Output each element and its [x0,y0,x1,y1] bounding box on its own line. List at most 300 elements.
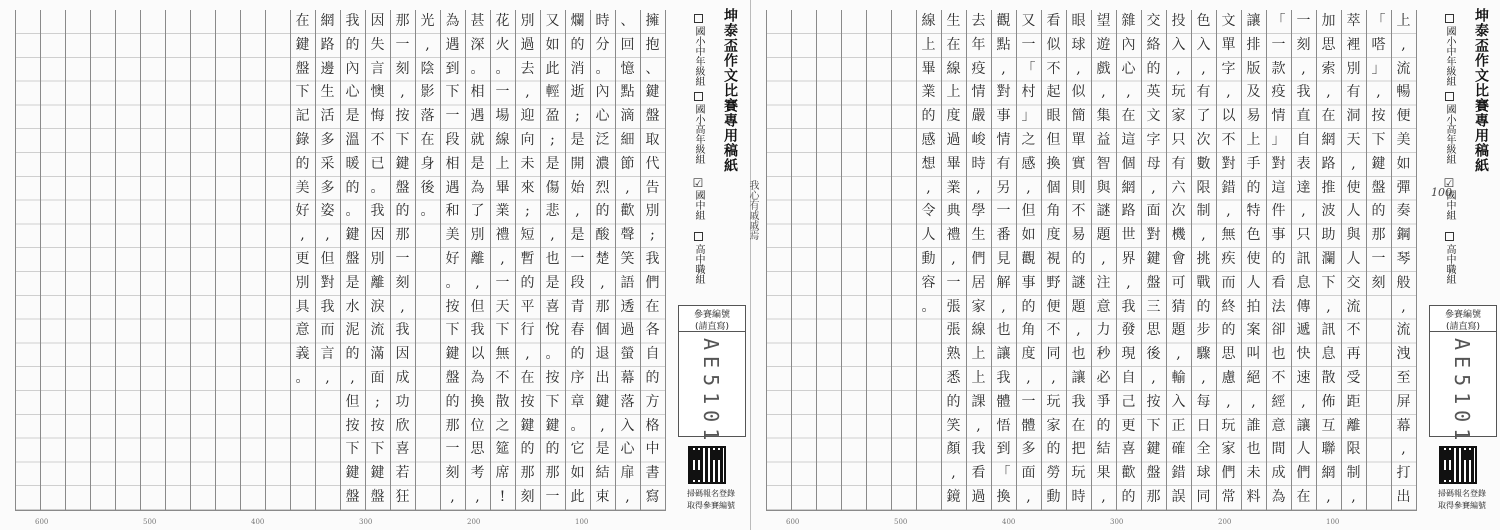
manuscript-column [1141,10,1166,510]
manuscript-char: 挑 [1196,250,1211,267]
manuscript-char: 眼 [1071,13,1086,29]
manuscript-char: 玩 [1221,417,1236,434]
option-elementary-high[interactable]: 國小高年級組 [690,92,706,164]
manuscript-char: 思 [1146,322,1161,339]
manuscript-char: 度 [1021,346,1036,363]
manuscript-char: 畢 [921,60,936,77]
manuscript-char: 是 [470,155,485,172]
manuscript-char: 點 [996,36,1011,53]
manuscript-char: 喜 [545,298,560,315]
manuscript-char: , [475,488,480,505]
manuscript-char: 英 [1146,84,1161,101]
manuscript-char: 則 [1071,179,1086,196]
manuscript-char: 特 [1246,203,1261,220]
manuscript-char: 之 [1021,131,1036,148]
manuscript-char: 結 [595,465,610,482]
manuscript-char: 意 [1096,298,1111,315]
manuscript-char: 的 [921,108,936,125]
manuscript-char: 更 [1121,417,1136,434]
checkmark-icon: ☑ [1442,176,1456,190]
manuscript-char: 業 [946,179,961,196]
manuscript-char: 功 [395,393,410,410]
manuscript-char: 濃 [595,155,610,172]
manuscript-char: 加 [1321,13,1336,29]
manuscript-char: 別 [520,13,535,29]
manuscript-column [1066,10,1091,510]
manuscript-char: 互 [1321,417,1336,434]
manuscript-char: 誰 [1246,417,1261,434]
manuscript-char: 典 [946,203,961,220]
manuscript-char: 瀾 [1321,250,1336,267]
manuscript-char: 盤 [445,369,460,386]
manuscript-char: 似 [1046,36,1061,53]
manuscript-char: 就 [470,131,485,148]
manuscript-char: 開 [570,155,585,172]
manuscript-char: 又 [545,13,560,29]
manuscript-char: 鋼 [1396,227,1411,244]
manuscript-column [1391,10,1416,510]
manuscript-char: , [550,227,555,244]
manuscript-char: 排 [1246,36,1261,53]
manuscript-char: 果 [1096,465,1111,482]
manuscript-char: 人 [1346,203,1361,220]
manuscript-char: 來 [520,179,535,196]
manuscript-char: 。 [495,60,510,77]
manuscript-char: 之 [495,417,510,434]
manuscript-char: 換 [996,488,1011,505]
manuscript-char: 一 [445,441,460,458]
manuscript-column [1241,10,1266,510]
manuscript-char: 只 [1171,131,1186,148]
manuscript-char: 自 [1121,369,1136,386]
ruler-label: 300 [1110,518,1124,526]
manuscript-char: 家 [1221,441,1236,458]
manuscript-char: 謎 [1096,203,1111,220]
manuscript-char: 時 [595,13,610,29]
manuscript-char: 盤 [1146,274,1161,291]
manuscript-char: 同 [1196,488,1211,505]
manuscript-char: , [1176,60,1181,77]
manuscript-char: 聯 [1321,441,1336,458]
option-senior-high[interactable]: 高中職組 [1441,232,1457,284]
manuscript-char: 的 [345,36,360,53]
manuscript-char: 我 [1296,84,1311,101]
manuscript-char: 笑 [946,417,961,434]
checkbox-icon [1445,14,1454,23]
manuscript-char: 禮 [946,227,961,244]
manuscript-char: 意 [295,322,310,339]
manuscript-char: 般 [1396,274,1411,291]
manuscript-char: 在 [1071,417,1086,434]
manuscript-char: 自 [1296,131,1311,148]
manuscript-char: 一 [545,488,560,505]
manuscript-char: 實 [1071,155,1086,172]
manuscript-char: 角 [1021,322,1036,339]
manuscript-column [1291,10,1316,510]
manuscript-char: 春 [570,322,585,339]
entry-number-hint: (請直寫) [1445,322,1481,332]
manuscript-char: 按 [345,417,360,434]
manuscript-char: 正 [1171,417,1186,434]
manuscript-char: 勞 [1046,465,1061,482]
manuscript-char: 謎 [1071,274,1086,291]
manuscript-char: 料 [1246,488,1261,505]
manuscript-char: 次 [1171,203,1186,220]
ruler-label: 500 [143,518,157,526]
manuscript-char: 戰 [1196,274,1211,291]
manuscript-char: , [1151,369,1156,386]
manuscript-char: 路 [1121,203,1136,220]
option-elementary-high[interactable]: 國小高年級組 [1441,92,1457,164]
manuscript-char: 抱 [645,36,660,53]
manuscript-char: 。 [545,346,560,363]
manuscript-char: 流 [370,322,385,339]
entry-number-box [678,305,746,447]
manuscript-char: , [1201,369,1206,386]
manuscript-char: 為 [470,179,485,196]
manuscript-char: 傷 [545,179,560,196]
manuscript-char: 懊 [370,84,385,101]
character-count-ruler [15,518,665,528]
ruler-label: 500 [894,518,908,526]
manuscript-char: 不 [1046,60,1061,77]
manuscript-char: , [525,346,530,363]
manuscript-char: 的 [1121,488,1136,505]
manuscript-char: 美 [1396,131,1411,148]
manuscript-char: 情 [971,84,986,101]
manuscript-char: 體 [1021,417,1036,434]
manuscript-char: 鍵 [345,465,360,482]
manuscript-char: 爛 [570,13,585,29]
manuscript-column [440,10,465,510]
manuscript-char: 下 [445,84,460,101]
manuscript-char: 人 [1246,274,1261,291]
manuscript-char: 會 [1171,250,1186,267]
manuscript-char: 別 [470,227,485,244]
manuscript-char: 機 [1171,227,1186,244]
manuscript-column [540,10,565,510]
manuscript-char: 楚 [595,250,610,267]
manuscript-char: , [400,84,405,101]
manuscript-char: 對 [996,84,1011,101]
manuscript-char: 筵 [495,441,510,458]
manuscript-char: 盤 [645,108,660,125]
manuscript-char: 陰 [420,60,435,77]
manuscript-char: 。 [370,179,385,196]
manuscript-char: 的 [1146,60,1161,77]
manuscript-char: 代 [645,155,660,172]
manuscript-char: 是 [595,441,610,458]
manuscript-char: 按 [1371,108,1386,125]
manuscript-char: 盤 [1146,465,1161,482]
manuscript-char: 現 [1121,346,1136,363]
manuscript-char: 世 [1121,227,1136,244]
manuscript-char: 線 [946,60,961,77]
manuscript-char: 在 [1121,108,1136,125]
manuscript-char: 下 [370,441,385,458]
manuscript-char: 看 [971,465,986,482]
manuscript-char: , [1326,488,1331,505]
manuscript-char: 一 [946,274,961,291]
manuscript-char: 按 [395,108,410,125]
manuscript-char: 別 [1346,60,1361,77]
manuscript-char: 內 [345,60,360,77]
manuscript-char: 動 [1046,488,1061,505]
manuscript-char: 散 [1321,369,1336,386]
manuscript-char: 戲 [1096,60,1111,77]
manuscript-char: 助 [1321,227,1336,244]
manuscript-char: 考 [470,465,485,482]
manuscript-char: 行 [520,322,535,339]
manuscript-char: 一 [395,36,410,53]
manuscript-char: 的 [1246,179,1261,196]
manuscript-char: 一 [1296,13,1311,29]
manuscript-char: 的 [395,203,410,220]
manuscript-char: 過 [520,36,535,53]
manuscript-char: 有 [1171,155,1186,172]
manuscript-char: 的 [595,203,610,220]
manuscript-char: 向 [520,131,535,148]
manuscript-char: 另 [996,179,1011,196]
manuscript-char: 驟 [1196,346,1211,363]
manuscript-char: 猜 [1171,298,1186,315]
manuscript-char: 文 [1146,108,1161,125]
option-junior-high[interactable]: ☑國中組 [691,176,705,220]
manuscript-char: , [1326,84,1331,101]
form-title: 坤泰盃作文比賽專用稿紙 [722,8,738,173]
manuscript-char: 未 [520,155,535,172]
manuscript-char: 鍵 [370,465,385,482]
manuscript-char: 看 [1271,274,1286,291]
manuscript-char: 烈 [595,179,610,196]
manuscript-char: 玩 [1046,393,1061,410]
manuscript-char: 常 [1221,488,1236,505]
manuscript-char: 入 [1196,36,1211,53]
manuscript-char: 如 [1396,155,1411,172]
manuscript-char: 泛 [595,131,610,148]
manuscript-char: 未 [1246,465,1261,482]
option-elementary-middle[interactable]: 國小中年級組 [690,14,706,86]
manuscript-char: 滿 [370,346,385,363]
option-junior-high[interactable]: ☑國中組 [1442,176,1456,220]
manuscript-char: 場 [495,108,510,125]
manuscript-char: 甚 [470,13,485,29]
manuscript-char: 深 [470,36,485,53]
manuscript-char: 野 [1046,274,1061,291]
manuscript-char: 想 [921,155,936,172]
manuscript-char: 聲 [620,227,635,244]
manuscript-char: , [1401,298,1406,315]
manuscript-char: 有 [1346,84,1361,101]
manuscript-char: 的 [1221,322,1236,339]
manuscript-char: 逝 [570,84,585,101]
manuscript-char: 解 [996,274,1011,291]
manuscript-char: 雜 [1121,13,1136,29]
manuscript-char: 幕 [620,369,635,386]
manuscript-char: 下 [495,322,510,339]
manuscript-char: 水 [345,298,360,315]
manuscript-char: , [1351,488,1356,505]
entry-number-label: 參賽編號 [693,310,730,320]
manuscript-char: 對 [320,274,335,291]
manuscript-char: 入 [620,417,635,434]
manuscript-char: 面 [1021,465,1036,482]
qr-caption-2: 取得參賽編號 [1438,501,1486,510]
manuscript-char: 畢 [495,179,510,196]
manuscript-char: 間 [1271,441,1286,458]
manuscript-char: 個 [1046,179,1061,196]
manuscript-char: 題 [1096,227,1111,244]
manuscript-char: 那 [595,298,610,315]
manuscript-char: 「 [996,465,1011,482]
manuscript-char: 的 [1021,298,1036,315]
manuscript-char: 歡 [1121,465,1136,482]
manuscript-char: 們 [971,250,986,267]
manuscript-char: 去 [971,13,986,29]
manuscript-char: 們 [1296,465,1311,482]
manuscript-char: 同 [1046,346,1061,363]
manuscript-char: 使 [1346,179,1361,196]
manuscript-char: 的 [295,155,310,172]
manuscript-char: ; [650,227,655,244]
manuscript-char: 按 [545,369,560,386]
manuscript-char: 嗒 [1371,36,1386,53]
manuscript-char: 訊 [1296,250,1311,267]
manuscript-char: 消 [570,60,585,77]
qr-code-icon[interactable] [1441,448,1475,482]
manuscript-char: 若 [395,465,410,482]
manuscript-char: 彈 [1396,179,1411,196]
manuscript-char: 暖 [345,155,360,172]
manuscript-char: 畢 [946,155,961,172]
manuscript-char: 讓 [1246,13,1261,29]
manuscript-char: 訊 [1321,322,1336,339]
manuscript-char: , [1401,441,1406,458]
manuscript-char: , [300,227,305,244]
qr-code-icon[interactable] [690,448,724,482]
manuscript-char: 多 [320,179,335,196]
manuscript-char: , [976,417,981,434]
manuscript-char: 度 [1046,227,1061,244]
manuscript-char: 款 [1271,60,1286,77]
manuscript-char: 絕 [1246,369,1261,386]
manuscript-char: 錄 [295,131,310,148]
manuscript-char: 因 [395,346,410,363]
manuscript-char: , [1026,179,1031,196]
manuscript-char: 青 [570,298,585,315]
manuscript-char: 溫 [345,131,360,148]
manuscript-char: 令 [921,203,936,220]
manuscript-char: 回 [620,36,635,53]
manuscript-char: 球 [1071,36,1086,53]
manuscript-char: 不 [1046,322,1061,339]
manuscript-char: 為 [1271,488,1286,505]
manuscript-char: 注 [1096,274,1111,291]
manuscript-char: 生 [946,13,961,29]
manuscript-char: 一 [1021,36,1036,53]
manuscript-char: ; [525,203,530,220]
manuscript-char: 鍵 [445,346,460,363]
manuscript-char: 成 [1271,465,1286,482]
manuscript-char: 的 [345,346,360,363]
manuscript-char: , [1226,203,1231,220]
manuscript-char: 螢 [620,346,635,363]
writing-grid [766,10,1417,511]
manuscript-char: 終 [1221,298,1236,315]
ruler-label: 400 [1002,518,1016,526]
manuscript-char: 鍵 [645,84,660,101]
manuscript-char: 心 [345,84,360,101]
manuscript-char: 以 [1221,108,1236,125]
manuscript-char: 下 [345,441,360,458]
manuscript-char: 的 [1096,417,1111,434]
manuscript-char: 下 [545,393,560,410]
manuscript-char: 人 [1296,441,1311,458]
manuscript-char: 的 [1371,203,1386,220]
manuscript-char: 暫 [520,250,535,267]
option-elementary-middle[interactable]: 國小中年級組 [1441,14,1457,86]
manuscript-char: 迎 [520,108,535,125]
manuscript-char: 火 [495,36,510,53]
manuscript-char: 那 [1146,488,1161,505]
entry-number-box [1429,305,1497,447]
manuscript-char: 了 [1196,108,1211,125]
manuscript-char: 遇 [445,36,460,53]
manuscript-char: 失 [370,36,385,53]
manuscript-char: 鍵 [1146,441,1161,458]
manuscript-char: 事 [1271,227,1286,244]
manuscript-char: 換 [470,393,485,410]
ruler-label: 300 [359,518,373,526]
manuscript-char: 言 [320,346,335,363]
manuscript-char: 顏 [946,441,961,458]
manuscript-char: 的 [570,346,585,363]
manuscript-char: 中 [645,441,660,458]
manuscript-char: 息 [1321,346,1336,363]
manuscript-char: 年 [971,36,986,53]
manuscript-char: 我 [1121,298,1136,315]
manuscript-column [941,10,966,510]
manuscript-char: 的 [1046,441,1061,458]
manuscript-column [966,10,991,510]
manuscript-char: 。 [595,60,610,77]
manuscript-char: 席 [495,465,510,482]
manuscript-char: 按 [370,417,385,434]
manuscript-char: 感 [921,131,936,148]
manuscript-char: , [575,203,580,220]
manuscript-char: 數 [1196,155,1211,172]
option-senior-high[interactable]: 高中職組 [690,232,706,284]
manuscript-char: 但 [320,250,335,267]
manuscript-char: 悉 [946,369,961,386]
manuscript-char: 卻 [1271,322,1286,339]
manuscript-char: 按 [1146,393,1161,410]
manuscript-char: 我 [996,369,1011,386]
manuscript-char: 取 [645,131,660,148]
checkbox-icon [694,92,703,101]
manuscript-char: 段 [445,131,460,148]
manuscript-char: , [1351,155,1356,172]
manuscript-char: 不 [495,369,510,386]
manuscript-char: 過 [620,322,635,339]
manuscript-char: 網 [1121,179,1136,196]
manuscript-char: , [325,369,330,386]
manuscript-char: , [475,274,480,291]
margin-comment: 我心有戚戚焉 [747,180,758,240]
manuscript-char: 動 [921,250,936,267]
manuscript-char: 易 [1246,108,1261,125]
manuscript-char: 寫 [645,488,660,505]
